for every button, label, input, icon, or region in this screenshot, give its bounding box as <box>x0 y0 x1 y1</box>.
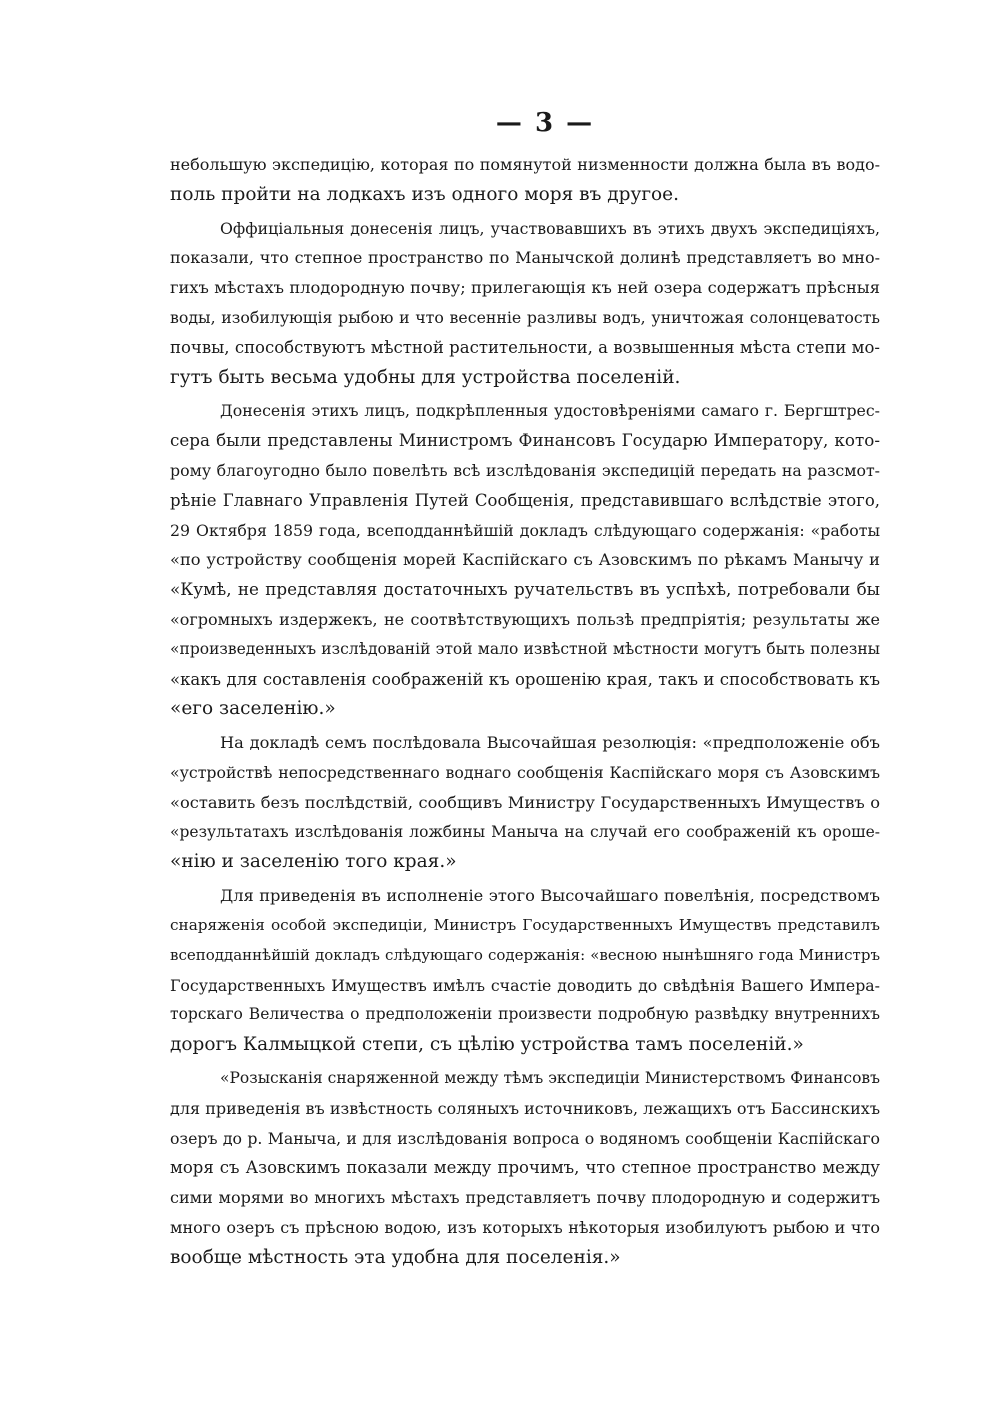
text-line: для приведенія въ извѣстность соляныхъ источниковъ, лежащихъ отъ Бассинскихъ <box>170 1098 880 1118</box>
text-line: всеподданнѣйшій докладъ слѣдующаго содержанія: «весною нынѣшняго года Министръ <box>170 945 880 964</box>
text-line: Государственныхъ Имуществъ имѣлъ счастіе доводить до свѣдѣнія Вашего Импера- <box>170 975 880 995</box>
text-line: много озеръ съ прѣсною водою, изъ которыхъ нѣкоторыя изобилуютъ рыбою и что <box>170 1217 880 1237</box>
page-number: — 3 — <box>495 108 595 138</box>
text-line: «какъ для составленія соображеній къ орошенію края, такъ и способствовать къ <box>170 669 880 689</box>
paragraph <box>170 396 880 724</box>
text-line: «Розысканія снаряженной между тѣмъ экспедиціи Министерствомъ Финансовъ <box>220 1068 880 1087</box>
text-line: почвы, способствуютъ мѣстной растительности, а возвышенныя мѣста степи мо- <box>170 337 880 357</box>
text-line: рѣніе Главнаго Управленія Путей Сообщенія, представившаго вслѣдствіе этого, <box>170 490 880 510</box>
text-line: моря съ Азовскимъ показали между прочимъ, что степное пространство между <box>170 1158 880 1178</box>
text-line: сера были представлены Министромъ Финансовъ Государю Императору, кото- <box>170 430 880 451</box>
paragraph <box>170 214 880 393</box>
text-line: показали, что степное пространство по Манычской долинѣ представляетъ во мно- <box>170 248 880 268</box>
paragraph <box>170 881 880 1060</box>
text-line: дорогъ Калмыцкой степи, съ цѣлію устройства тамъ поселеній.» <box>170 1034 804 1056</box>
paragraph <box>170 1064 880 1273</box>
text-line: Для приведенія въ исполненіе этого Высочайшаго повелѣнія, посредствомъ <box>220 886 880 906</box>
text-line: рому благоугодно было повелѣть всѣ изслѣдованія экспедицій передать на разсмот- <box>170 460 880 480</box>
text-line: Донесенія этихъ лицъ, подкрѣпленныя удостовѣреніями самаго г. Бергштрес- <box>220 401 880 421</box>
paragraph <box>170 150 880 210</box>
text-line: «оставить безъ послѣдствій, сообщивъ Министру Государственныхъ Имуществъ о <box>170 792 880 812</box>
text-line: снаряженія особой экспедиціи, Министръ Государственныхъ Имуществъ представилъ <box>170 915 880 934</box>
paragraph <box>170 728 880 877</box>
text-line: воды, изобилующія рыбою и что весенніе разливы водъ, уничтожая солонцеватость <box>170 307 880 327</box>
text-line: поль пройти на лодкахъ изъ одного моря въ другое. <box>170 183 680 205</box>
text-line: гихъ мѣстахъ плодородную почву; прилегающія къ ней озера содержатъ прѣсныя <box>170 278 880 298</box>
text-line: торскаго Величества о предположеніи произвести подробную развѣдку внутреннихъ <box>170 1005 880 1024</box>
text-line: «его заселенію.» <box>170 698 336 720</box>
text-line: сими морями во многихъ мѣстахъ представляетъ почву плодородную и содержитъ <box>170 1188 880 1208</box>
text-line: вообще мѣстность эта удобна для поселенія.» <box>170 1246 621 1268</box>
text-line: озеръ до р. Маныча, и для изслѣдованія вопроса о водяномъ сообщеніи Каспійскаго <box>170 1128 880 1148</box>
body-text <box>170 150 880 1272</box>
text-line: 29 Октября 1859 года, всеподданнѣйшій докладъ слѣдующаго содержанія: «работы <box>170 520 880 540</box>
text-line: «устройствѣ непосредственнаго воднаго сообщенія Каспійскаго моря съ Азовскимъ <box>170 762 880 782</box>
text-line: «по устройству сообщенія морей Каспійскаго съ Азовскимъ по рѣкамъ Манычу и <box>170 550 880 570</box>
text-line: «нію и заселенію того края.» <box>170 851 457 873</box>
text-line: небольшую экспедицію, которая по помянутой низменности должна была въ водо- <box>170 155 880 174</box>
text-line: На докладѣ семъ послѣдовала Высочайшая резолюція: «предположеніе объ <box>220 733 880 753</box>
text-line: «результатахъ изслѣдованія ложбины Маныча на случай его соображеній къ ороше- <box>170 822 880 841</box>
text-line: «Кумѣ, не представляя достаточныхъ ручательствъ въ успѣхѣ, потребовали бы <box>170 579 880 600</box>
text-line: «огромныхъ издержекъ, не соотвѣтствующихъ пользѣ предпріятія; результаты же <box>170 609 880 629</box>
text-line: «произведенныхъ изслѣдованій этой мало извѣстной мѣстности могутъ быть полезны <box>170 639 880 658</box>
text-line: гутъ быть весьма удобны для устройства поселеній. <box>170 366 681 388</box>
text-line: Оффиціальныя донесенія лицъ, участвовавшихъ въ этихъ двухъ экспедиціяхъ, <box>220 218 880 238</box>
